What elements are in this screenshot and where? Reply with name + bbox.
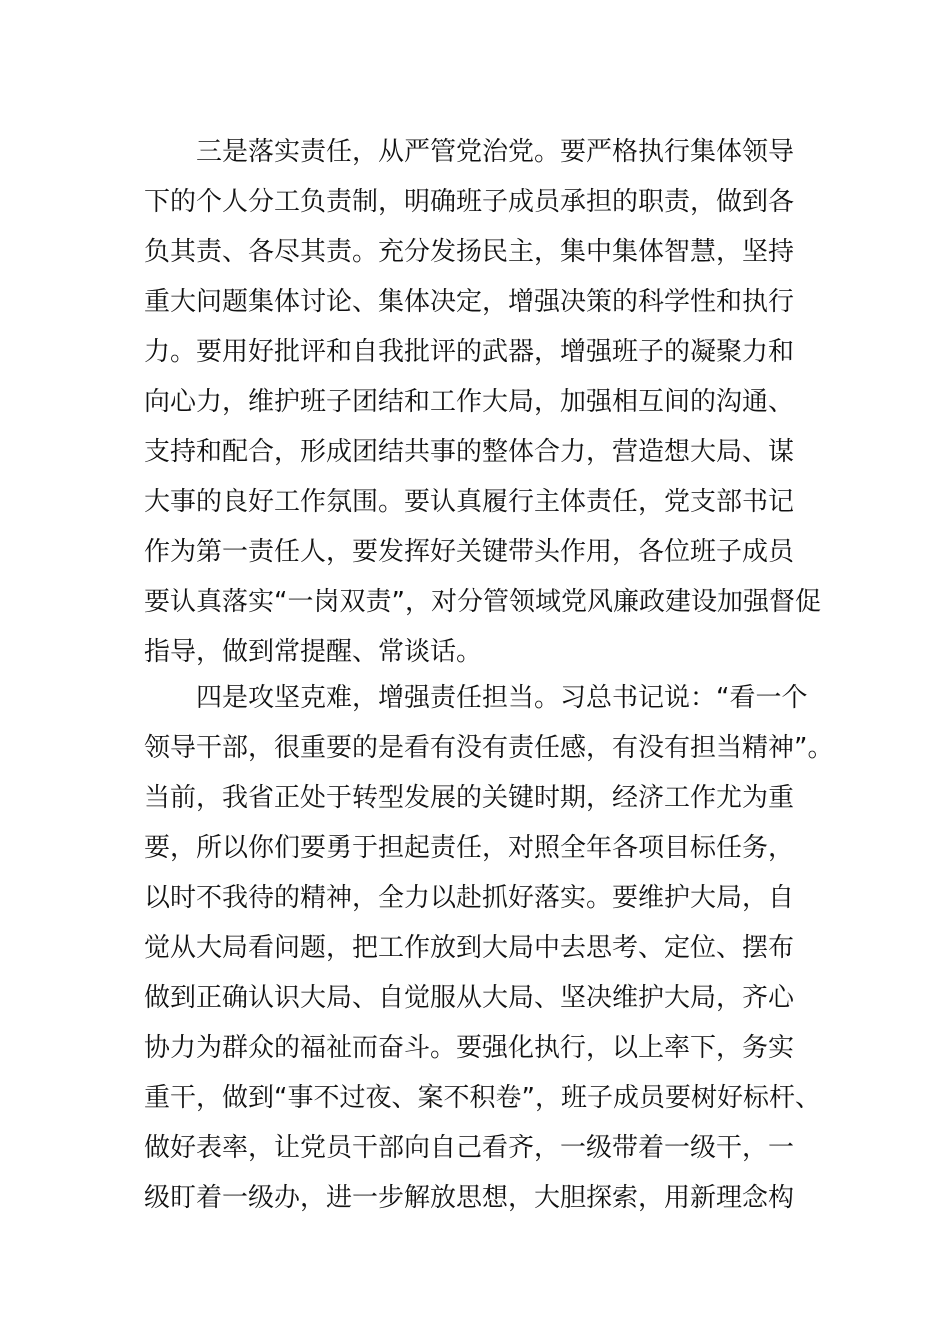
paragraph-line: 重干，做到“事不过夜、案不积卷”，班子成员要树好标杆、 (144, 1083, 821, 1113)
paragraph-line: 要认真落实“一岗双责”，对分管领域党风廉政建设加强督促 (144, 587, 821, 617)
paragraph-line: 做好表率，让党员干部向自己看齐，一级带着一级干，一 (144, 1133, 795, 1163)
paragraph-line: 三是落实责任，从严管党治党。要严格执行集体领导 (196, 137, 795, 167)
paragraph-line: 当前，我省正处于转型发展的关键时期，经济工作尤为重 (144, 783, 795, 813)
paragraph-line: 以时不我待的精神，全力以赴抓好落实。要维护大局，自 (144, 883, 795, 913)
paragraph-line: 级盯着一级办，进一步解放思想，大胆探索，用新理念构 (144, 1183, 795, 1213)
paragraph-line: 做到正确认识大局、自觉服从大局、坚决维护大局，齐心 (144, 983, 795, 1013)
paragraph-line: 觉从大局看问题，把工作放到大局中去思考、定位、摆布 (144, 933, 795, 963)
paragraph-line: 力。要用好批评和自我批评的武器，增强班子的凝聚力和 (144, 337, 795, 367)
paragraph-line: 大事的良好工作氛围。要认真履行主体责任，党支部书记 (144, 487, 795, 517)
paragraph-line: 向心力，维护班子团结和工作大局，加强相互间的沟通、 (144, 387, 795, 417)
paragraph-line: 负其责、各尽其责。充分发扬民主，集中集体智慧，坚持 (144, 237, 795, 267)
paragraph-line: 指导，做到常提醒、常谈话。 (144, 637, 483, 667)
paragraph-line: 作为第一责任人，要发挥好关键带头作用，各位班子成员 (144, 537, 795, 567)
paragraph-line: 协力为群众的福祉而奋斗。要强化执行，以上率下，务实 (144, 1033, 795, 1063)
paragraph-line: 领导干部，很重要的是看有没有责任感，有没有担当精神”。 (144, 733, 834, 763)
paragraph-line: 下的个人分工负责制，明确班子成员承担的职责，做到各 (144, 187, 795, 217)
paragraph-line: 支持和配合，形成团结共事的整体合力，营造想大局、谋 (144, 437, 795, 467)
paragraph-line: 四是攻坚克难，增强责任担当。习总书记说：“看一个 (196, 683, 808, 713)
paragraph-line: 重大问题集体讨论、集体决定，增强决策的科学性和执行 (144, 287, 795, 317)
paragraph-line: 要，所以你们要勇于担起责任，对照全年各项目标任务， (144, 833, 795, 863)
